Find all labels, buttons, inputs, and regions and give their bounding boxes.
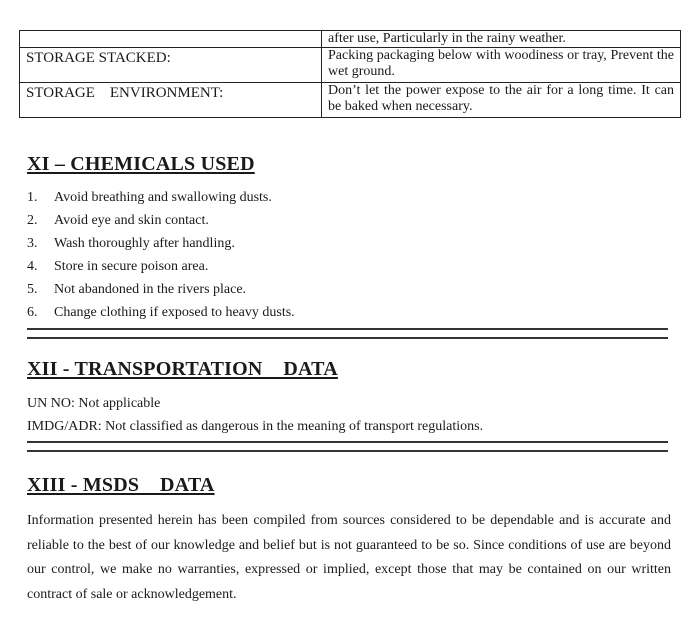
storage-table bbox=[19, 30, 681, 118]
table-cell-label: STORAGE STACKED: bbox=[20, 48, 322, 83]
list-item-text: Wash thoroughly after handling. bbox=[54, 236, 235, 251]
list-item bbox=[27, 235, 295, 258]
table-row bbox=[20, 48, 681, 83]
imdg-adr-line: IMDG/ADR: Not classified as dangerous in the meaning of transport regulations. bbox=[27, 419, 484, 434]
list-item-text: Not abandoned in the rivers place. bbox=[54, 282, 247, 297]
section-heading-transportation-data: XII - TRANSPORTATION DATA bbox=[27, 358, 338, 380]
list-item bbox=[27, 212, 295, 235]
section-divider bbox=[27, 328, 668, 339]
list-item-text: Change clothing if exposed to heavy dusts. bbox=[54, 305, 295, 320]
list-item-text: Avoid eye and skin contact. bbox=[54, 213, 209, 228]
section-heading-msds-data: XIII - MSDS DATA bbox=[27, 474, 215, 496]
list-item-number: 3. bbox=[27, 236, 38, 251]
list-item-number: 6. bbox=[27, 305, 38, 320]
list-item bbox=[27, 304, 295, 327]
list-item bbox=[27, 258, 295, 281]
table-row bbox=[20, 83, 681, 118]
table-cell-value: Packing packaging below with woodiness or tray, Prevent the wet ground. bbox=[322, 48, 681, 83]
section-divider bbox=[27, 441, 668, 452]
chemicals-list bbox=[27, 189, 295, 327]
list-item bbox=[27, 189, 295, 212]
un-number-line: UN NO: Not applicable bbox=[27, 396, 161, 411]
list-item bbox=[27, 281, 295, 304]
list-item-number: 5. bbox=[27, 282, 38, 297]
table-cell-label: STORAGE ENVIRONMENT: bbox=[20, 83, 322, 118]
table-cell-value: after use, Particularly in the rainy weather. bbox=[322, 31, 681, 48]
list-item-text: Avoid breathing and swallowing dusts. bbox=[54, 190, 272, 205]
list-item-number: 1. bbox=[27, 190, 38, 205]
msds-disclaimer-paragraph: Information presented herein has been compiled from sources considered to be dependable and is accurate and reliable to the best of our knowledge and belief but is not guaranteed to be so. Since conditions of use are beyond our control, we make no warranties, expressed or implied, except those that may be contained on our written contract of sale or acknowledgement. bbox=[27, 513, 671, 602]
list-item-number: 2. bbox=[27, 213, 38, 228]
section-heading-chemicals-used: XI – CHEMICALS USED bbox=[27, 153, 255, 175]
table-cell-label bbox=[20, 31, 322, 48]
table-row bbox=[20, 31, 681, 48]
list-item-text: Store in secure poison area. bbox=[54, 259, 209, 274]
list-item-number: 4. bbox=[27, 259, 38, 274]
table-cell-value: Don’t let the power expose to the air for a long time. It can be baked when necessary. bbox=[322, 83, 681, 118]
